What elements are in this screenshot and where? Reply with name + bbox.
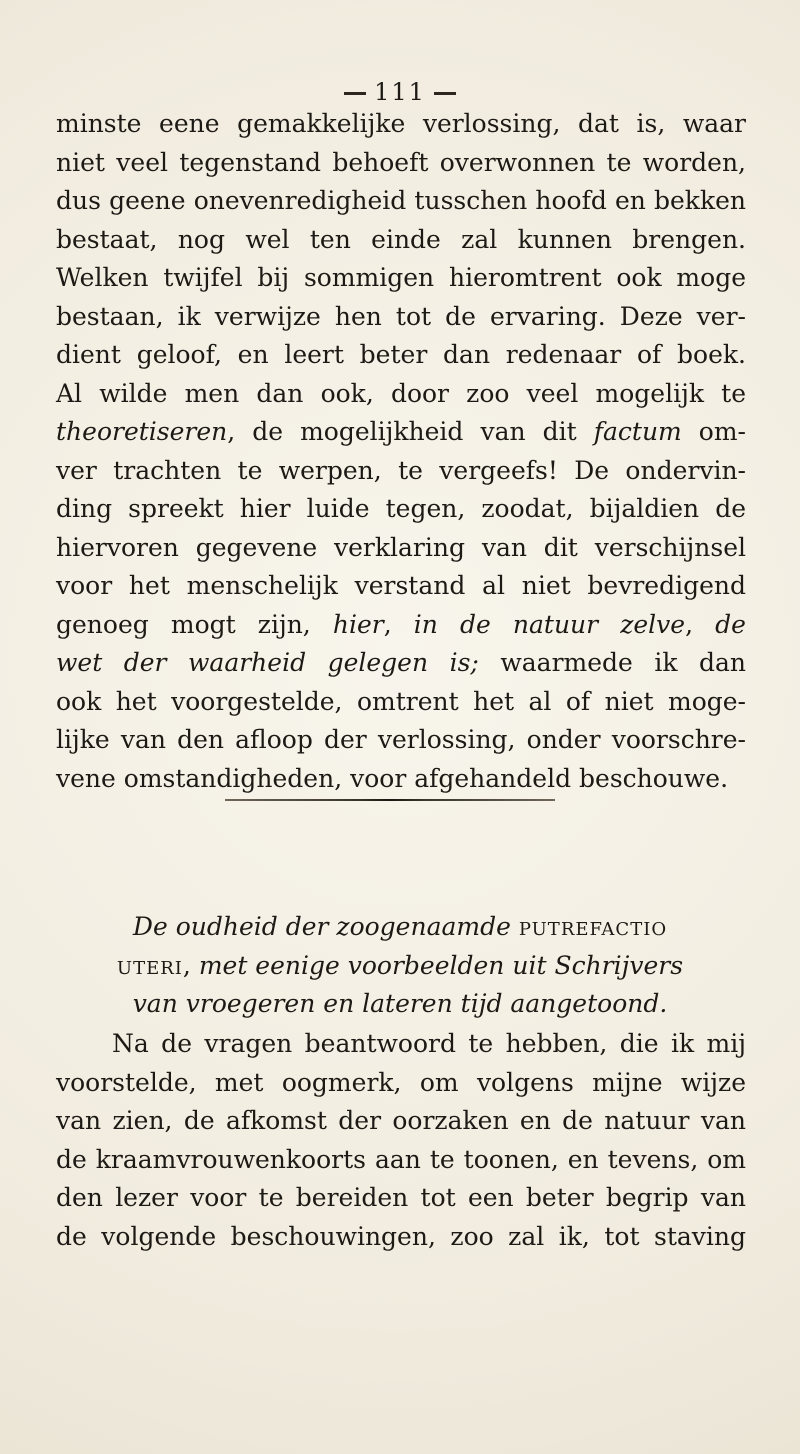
italic-phrase: wet der waarheid gelegen is; <box>56 648 479 677</box>
heading-line <box>40 947 760 986</box>
text-line <box>56 606 746 645</box>
page-number: 111 <box>374 78 426 106</box>
text-line: bestaan, ik verwijze hen tot de ervaring. Deze ver- <box>56 301 746 331</box>
heading-smallcaps: putrefactio <box>518 912 668 941</box>
text-run: waarmede ik dan <box>478 648 746 677</box>
separator-rule <box>225 799 555 801</box>
text-line: dus geene onevenredigheid tusschen hoofd en bekken <box>56 186 746 215</box>
text-line <box>56 644 746 683</box>
header-ornament-right <box>434 92 456 95</box>
text-line: Al wilde men dan ook, door zoo veel mogelijk te <box>56 378 746 408</box>
italic-term: factum <box>593 417 682 446</box>
text-line: van zien, de afkomst der oorzaken en de natuur van <box>56 1106 746 1135</box>
text-run: , <box>383 609 414 639</box>
text-line: ook het voorgestelde, omtrent het al of niet moge- <box>56 686 746 716</box>
text-line: de kraamvrouwenkoorts aan te toonen, en tevens, om <box>56 1144 746 1174</box>
header-ornament-left <box>344 92 366 95</box>
text-line: ver trachten te werpen, te vergeefs! De ondervin- <box>56 455 746 485</box>
text-run: om- <box>681 417 746 446</box>
italic-term: in de natuur zelve <box>413 609 686 639</box>
text-run: genoeg mogt zijn, <box>56 609 333 639</box>
heading-smallcaps: uteri <box>116 950 183 980</box>
text-line: de volgende beschouwingen, zoo zal ik, tot staving <box>56 1221 746 1251</box>
text-line: minste eene gemakkelijke verlossing, dat is, waar <box>56 109 746 138</box>
italic-term: hier <box>332 609 384 639</box>
section-separator <box>0 797 800 803</box>
heading-line <box>40 985 760 1024</box>
text-line: voor het menschelijk verstand al niet bevredigend <box>56 571 746 600</box>
heading-italic: De oudheid der zoogenaamde <box>132 912 511 941</box>
italic-term: de <box>715 609 746 639</box>
paragraph-introduction <box>56 1025 746 1256</box>
text-line: hiervoren gegevene verklaring van dit verschijnsel <box>56 532 746 562</box>
text-line: ding spreekt hier luide tegen, zoodat, bijaldien de <box>56 494 746 523</box>
italic-term: theoretiseren <box>56 417 228 446</box>
heading-italic: met eenige voorbeelden uit Schrijvers <box>198 950 684 980</box>
text-line: lijke van den afloop der verlossing, onder voorschre- <box>56 725 746 754</box>
paragraph-putrefactio-conclusion <box>56 105 746 798</box>
text-run: , <box>685 609 716 639</box>
heading-line <box>40 908 760 947</box>
text-line: niet veel tegenstand behoeft overwonnen te worden, <box>56 147 746 177</box>
text-line: Na de vragen beantwoord te hebben, die ik mij <box>112 1029 746 1058</box>
text-line: bestaat, nog wel ten einde zal kunnen brengen. <box>56 224 746 254</box>
section-heading <box>40 908 760 1024</box>
heading-separator: , <box>182 950 199 980</box>
text-line: Welken twijfel bij sommigen hieromtrent ook moge <box>56 263 746 292</box>
text-line: den lezer voor te bereiden tot een beter begrip van <box>56 1183 746 1212</box>
page-header <box>0 78 800 106</box>
heading-italic: van vroegeren en lateren tijd aangetoond. <box>132 989 668 1018</box>
text-line: voorstelde, met oogmerk, om volgens mijne wijze <box>56 1067 746 1097</box>
text-run: , de mogelijkheid van dit <box>227 417 594 446</box>
text-line: vene omstandigheden, voor afgehandeld beschouwe. <box>56 763 729 793</box>
text-line: dient geloof, en leert beter dan redenaar of boek. <box>56 340 746 369</box>
text-line <box>56 413 746 452</box>
